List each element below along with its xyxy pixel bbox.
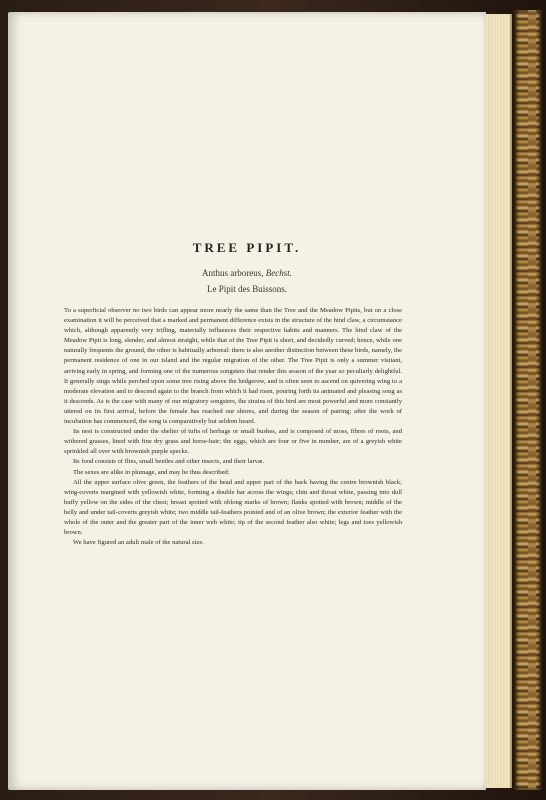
gilt-border-detail bbox=[528, 10, 536, 790]
body-text bbox=[64, 306, 402, 548]
paragraph: Its food consists of flies, small beetles and other insects, and their larvæ. bbox=[73, 458, 264, 466]
book-page bbox=[8, 12, 486, 790]
page-title: TREE PIPIT. bbox=[192, 240, 302, 255]
latin-name: Anthus arboreus, bbox=[202, 268, 264, 278]
paragraph: We have figured an adult male of the natural size. bbox=[73, 539, 204, 547]
latin-authority: Bechst. bbox=[265, 268, 292, 278]
paragraph: The sexes are alike in plumage, and may be thus described: bbox=[73, 468, 230, 476]
paragraph: To a superficial observer no two birds can appear more nearly the same than the Tree and the Meadow Pipits, but on a close examination it will be perceived that a marked and permanent difference exists in the structure of the hind claw, a circumstance which, although apparently very trifling, materially influences their respective habits and manners. The hind claw of the Meadow Pipit is long, slender, and almost straight, while that of the Tree Pipit is short, and decidedly curved; hence, while one naturally frequents the ground, the other is habitually arboreal: there is also another distinction between these birds, namely, the permanent residence of one in our island and the regular migration of the other. The Tree Pipit is only a summer visitant, arriving early in spring, and forming one of the numerous songsters that render this season of the year so peculiarly delightful. It generally sings while perched upon some tree rising above the hedgerow, and is often seen to ascend on quivering wing to a moderate elevation and to descend again to the branch from which it had risen, pouring forth its animated and pleasing song as it descends. As is the case with many of our migratory songsters, the strains of this bird are most powerful and more constantly uttered on its first arrival, before the female has reached our shores, and during the season of pairing; after the work of incubation has commenced, the song is comparatively but seldom heard. bbox=[64, 307, 402, 426]
paragraph: Its nest is constructed under the shelter of tufts of herbage or small bushes, and is composed of moss, fibres of roots, and withered grasses, lined with fine dry grass and horse-hair; the eggs, which are four or five in number, are of a greyish white sprinkled all over with brownish purple specks. bbox=[64, 428, 402, 456]
french-name: Le Pipit des Buissons. bbox=[206, 284, 287, 294]
paragraph: All the upper surface olive green, the feathers of the head and upper part of the back having the centre brownish black; wing-coverts margined with yellowish white, forming a double bar across the wings; chin and throat white, passing into dull buffy yellow on the sides of the chest; breast spotted with oblong marks of brown; flanks spotted with brown; middle of the belly and under tail-coverts greyish white; two middle tail-feathers pointed and of an olive brown; the exterior feather with the whole of the outer and the greater part of the inner web white; tip of the second feather also white; legs and toes yellowish brown. bbox=[64, 478, 402, 537]
latin-name-line bbox=[8, 268, 486, 278]
